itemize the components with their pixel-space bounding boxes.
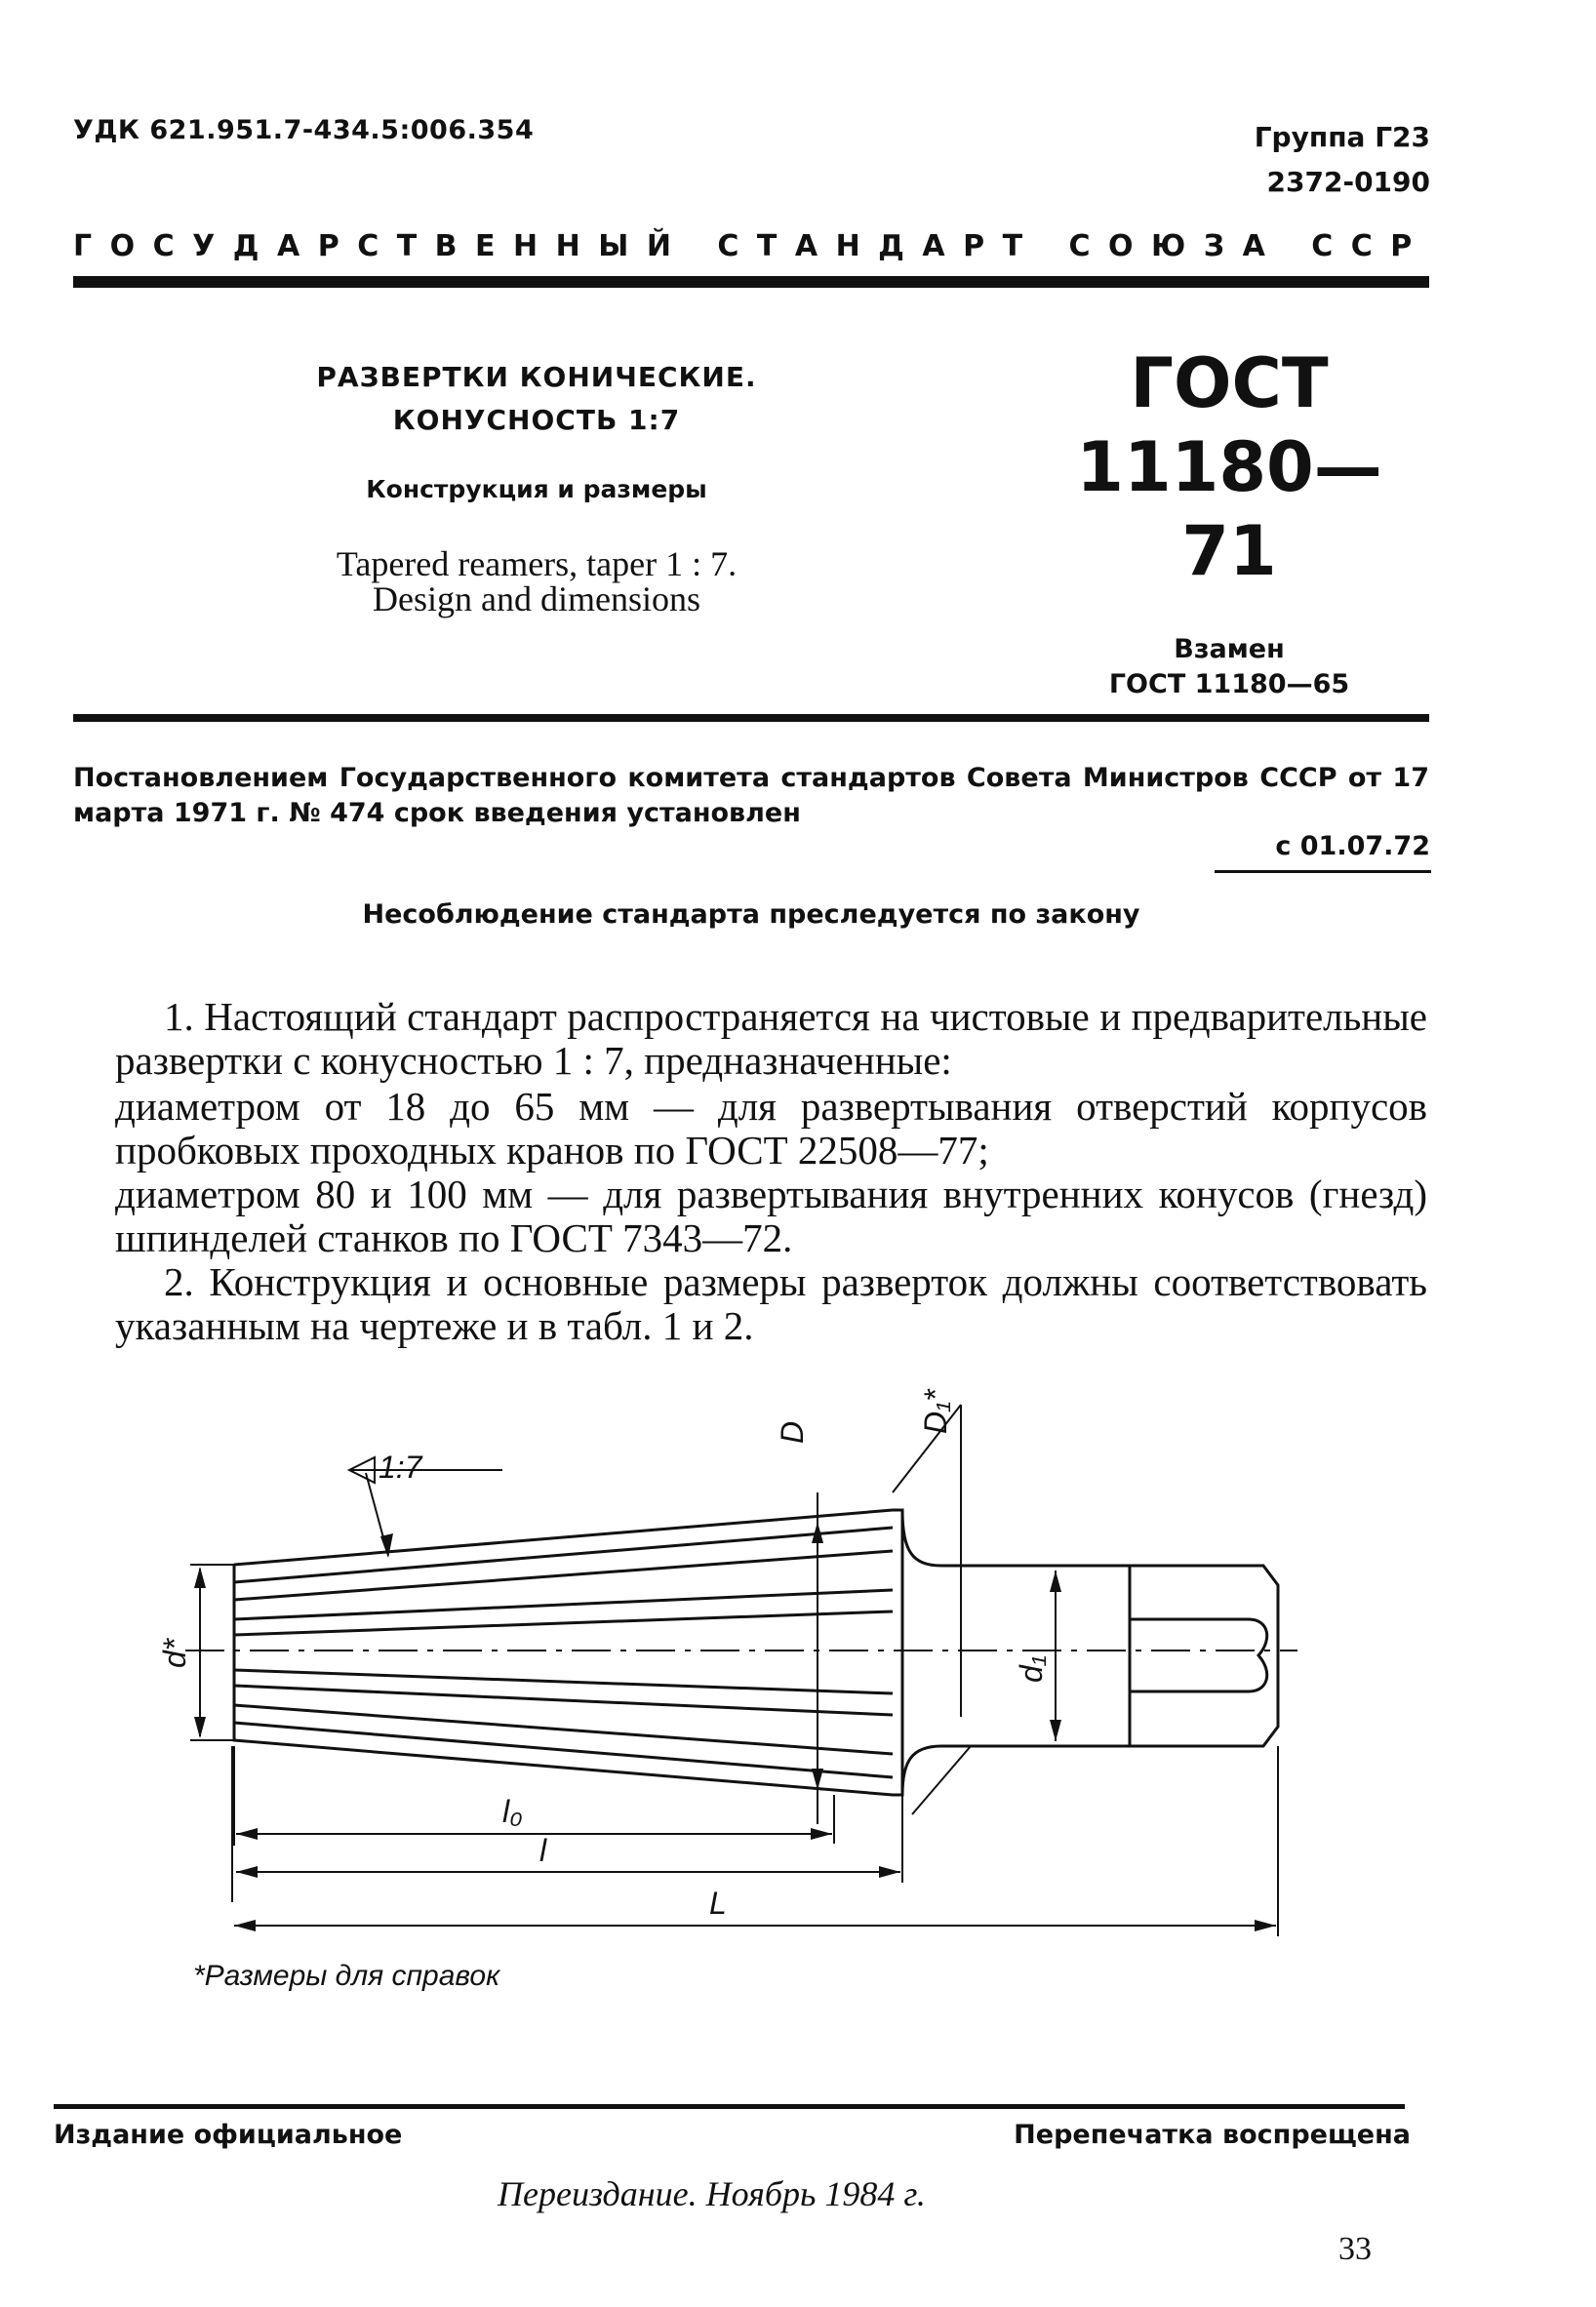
paragraph-1: 1. Настоящий стандарт распространяется на чистовые и предварительные развертки с конусностью 1 : 7, предназначенные: (115, 994, 1427, 1083)
label-L: L (709, 1886, 727, 1921)
arrow (1255, 1920, 1276, 1931)
arrow (380, 1533, 393, 1558)
arrow (811, 1828, 832, 1840)
gost-block (1063, 341, 1395, 702)
paragraph-3: диаметром 80 и 100 мм — для развертывания внутренних конусов (гнезд) шпинделей станков по ГОСТ 7343—72. (115, 1172, 1427, 1260)
flute-line (234, 1686, 893, 1715)
arrow (812, 1769, 823, 1790)
classification-code: 2372-0190 (1266, 166, 1430, 198)
page-number: 33 (1338, 2231, 1372, 2267)
replaces-label: Взамен (1174, 634, 1285, 664)
title-line-2: КОНУСНОСТЬ 1:7 (392, 404, 681, 436)
taper-symbol (349, 1457, 375, 1483)
flute-line (234, 1670, 893, 1693)
dimension-lines (185, 1405, 1297, 1936)
flute-line (234, 1723, 893, 1777)
arrow (1050, 1720, 1061, 1741)
flute-line (234, 1528, 893, 1582)
replaces-standard: ГОСТ 11180—65 (1108, 669, 1350, 699)
arrow (812, 1522, 823, 1543)
drive-square (1130, 1619, 1267, 1691)
state-standard-heading: ГОСУДАРСТВЕННЫЙ СТАНДАРТ СОЮЗА ССР (73, 229, 1430, 263)
arrow (879, 1866, 900, 1878)
taper-leader (366, 1473, 388, 1556)
group-block (1255, 115, 1430, 205)
label-l: l (539, 1833, 547, 1868)
decree-text: Постановлением Государственного комитета стандартов Совета Министров СССР от 17 марта 1971 г. № 474 срок введения установлен (73, 763, 1429, 828)
leader-D1-lower (912, 1746, 971, 1814)
label-D1: D₁* (918, 1389, 953, 1434)
reissue-note: Переиздание. Ноябрь 1984 г. (498, 2174, 926, 2213)
gost-number: 11180—71 (1076, 427, 1382, 591)
paragraph-4: 2. Конструкция и основные размеры разверток должны соответствовать указанным на чертеже и в табл. 1 и 2. (115, 1259, 1427, 1348)
label-D: D (775, 1420, 810, 1444)
english-title-line-1: Tapered reamers, taper 1 : 7. (336, 544, 738, 583)
reamer-outline (234, 1510, 1278, 1795)
label-l0: l₀ (502, 1794, 523, 1829)
flute-line (234, 1590, 893, 1619)
arrow (1050, 1571, 1061, 1592)
flute-line (234, 1705, 893, 1754)
header-divider (73, 276, 1429, 288)
arrow (194, 1567, 206, 1588)
subtitle: Конструкция и размеры (366, 475, 707, 503)
arrow (236, 1866, 258, 1878)
reamer-body (234, 1510, 902, 1795)
arrowheads (194, 1522, 1276, 1931)
leader-D1 (893, 1405, 961, 1492)
gost-word: ГОСТ (1130, 343, 1329, 423)
label-d1: d₁ (1014, 1655, 1049, 1683)
paragraph-2: диаметром от 18 до 65 мм — для развертывания отверстий корпусов пробковых проходных кранов по ГОСТ 22508—77; (115, 1084, 1427, 1173)
udk-code: УДК 621.951.7-434.5:006.354 (73, 115, 535, 145)
flute-line (234, 1551, 893, 1600)
english-title-line-2: Design and dimensions (373, 579, 700, 618)
official-edition: Издание официальное (54, 2120, 403, 2150)
footer-divider (54, 2104, 1405, 2109)
label-d: d* (157, 1638, 192, 1668)
legal-warning: Несоблюдение стандарта преследуется по закону (362, 899, 1140, 930)
date-underline (1215, 870, 1431, 873)
reprint-notice: Перепечатка воспрещена (1014, 2120, 1411, 2150)
effective-date: с 01.07.72 (1275, 831, 1430, 861)
reference-note: *Размеры для справок (193, 1960, 500, 1992)
arrow (194, 1717, 206, 1738)
arrow (234, 1920, 256, 1931)
reamer-shank (902, 1510, 1278, 1795)
title-block (273, 356, 800, 617)
taper-ratio-label: 1:7 (379, 1450, 422, 1485)
title-divider (73, 714, 1429, 722)
flute-line (234, 1611, 893, 1635)
title-line-1: РАЗВЕРТКИ КОНИЧЕСКИЕ. (316, 361, 757, 393)
arrow (236, 1828, 258, 1840)
group-label: Группа Г23 (1254, 121, 1430, 153)
